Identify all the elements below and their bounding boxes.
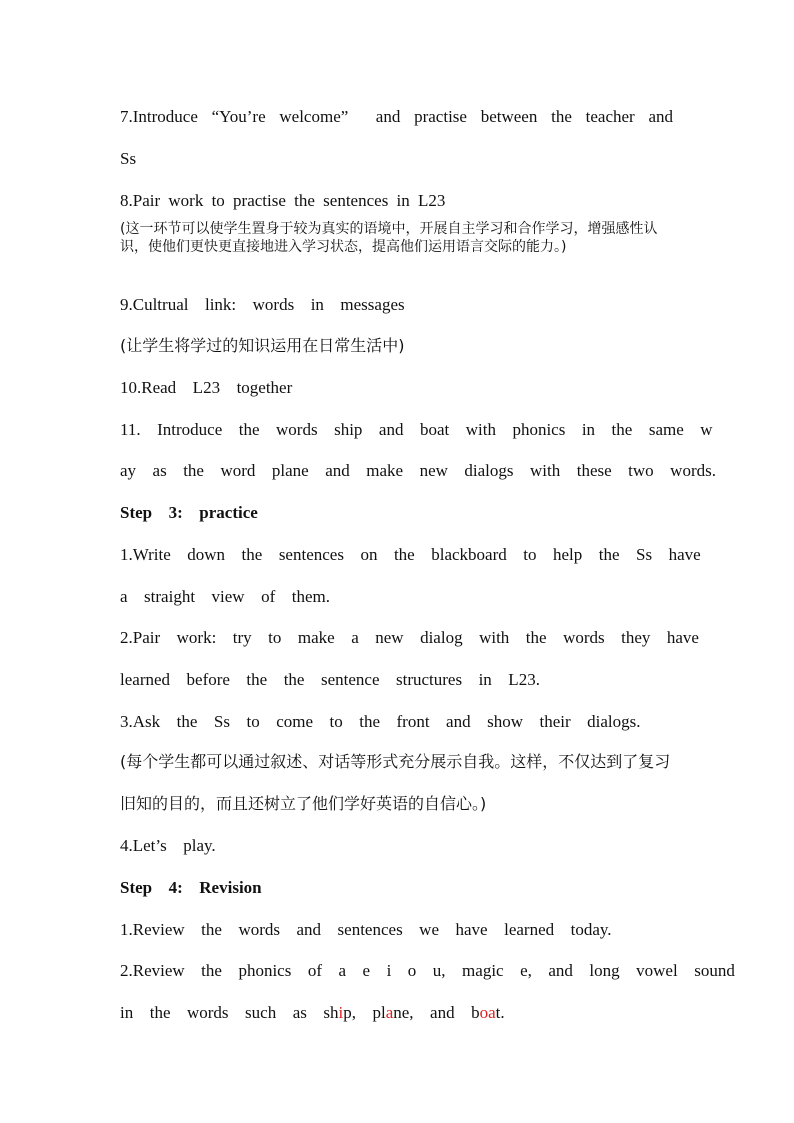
revision-item-1: 1.Review the words and sentences we have learned today. (120, 920, 612, 939)
step-item-7-continued: Ss (120, 149, 137, 168)
chinese-note-2: (让学生将学过的知识运用在日常生活中) (120, 336, 405, 355)
step-item-7: 7.Introduce “You’re welcome” and practise between the teacher and (120, 107, 673, 126)
revision-item-2-continued (120, 1003, 505, 1023)
revision-item-2: 2.Review the phonics of a e i o u, magic e, and long vowel sound (120, 961, 735, 980)
step-item-8: 8.Pair work to practise the sentences in L23 (120, 191, 446, 210)
practice-item-2-continued: learned before the the sentence structures in L23. (120, 670, 540, 689)
section-heading-step-3: Step 3: practice (120, 503, 258, 522)
practice-item-1: 1.Write down the sentences on the blackboard to help the Ss have (120, 545, 701, 564)
text-segment: in the words such as sh (120, 1003, 339, 1022)
text-segment: t. (495, 1003, 505, 1022)
step-item-11: 11. Introduce the words ship and boat with phonics in the same w (120, 420, 713, 439)
highlighted-vowel-i: i (338, 1003, 344, 1022)
chinese-note-1: (这一环节可以使学生置身于较为真实的语境中，开展自主学习和合作学习，增强感性认识，使他们更快更直接地进入学习状态，提高他们运用语言交际的能力。) (120, 221, 658, 255)
text-segment: p, pl (343, 1003, 386, 1022)
step-item-11-continued: ay as the word plane and make new dialogs with these two words. (120, 461, 716, 480)
section-heading-step-4: Step 4: Revision (120, 878, 262, 897)
chinese-note-3-continued: 旧知的目的，而且还树立了他们学好英语的自信心。) (120, 794, 487, 813)
step-item-10: 10.Read L23 together (120, 378, 293, 397)
practice-item-3: 3.Ask the Ss to come to the front and show their dialogs. (120, 712, 641, 731)
text-segment: ne, and b (393, 1003, 480, 1022)
practice-item-1-continued: a straight view of them. (120, 587, 330, 606)
step-item-9: 9.Cultrual link: words in messages (120, 295, 405, 314)
highlighted-vowel-oa: oa (479, 1003, 496, 1022)
practice-item-4: 4.Let’s play. (120, 836, 216, 855)
highlighted-vowel-a: a (385, 1003, 394, 1022)
chinese-note-3: (每个学生都可以通过叙述、对话等形式充分展示自我。这样，不仅达到了复习 (120, 752, 671, 771)
practice-item-2: 2.Pair work: try to make a new dialog with the words they have (120, 628, 699, 647)
